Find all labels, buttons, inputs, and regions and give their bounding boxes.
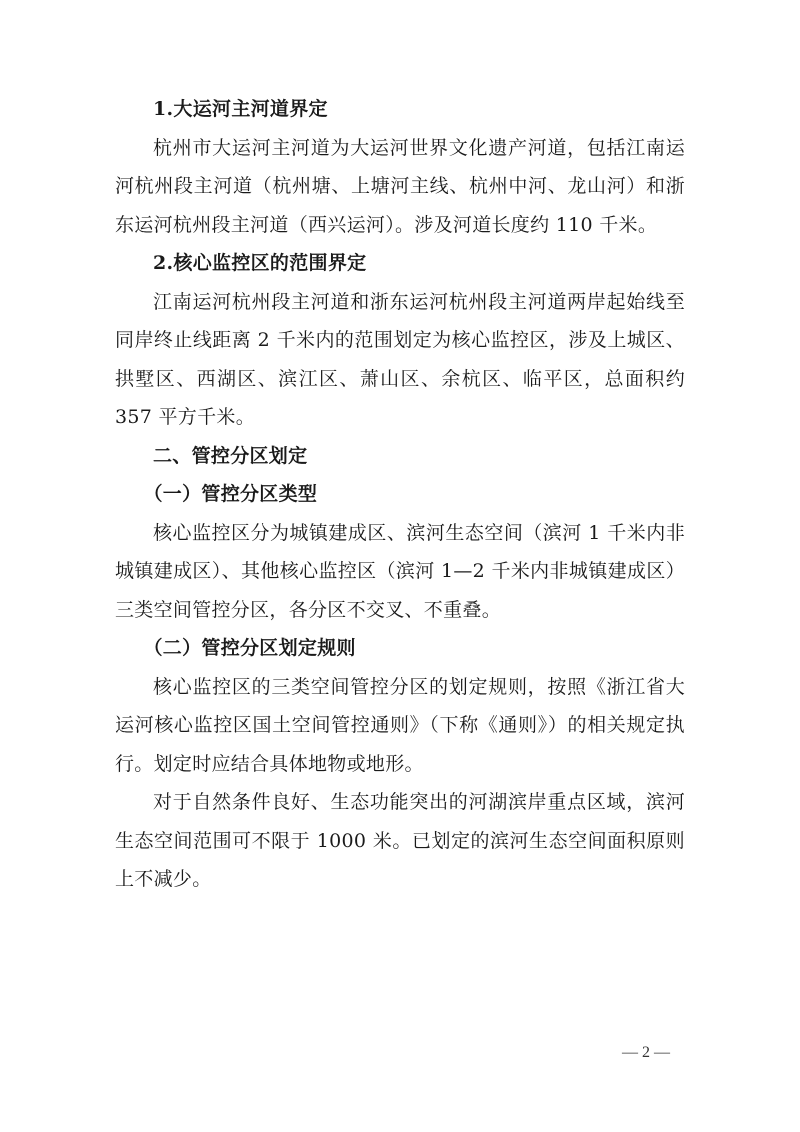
document-body <box>115 90 685 899</box>
paragraph-zoning-rules: 核心监控区的三类空间管控分区的划定规则，按照《浙江省大运河核心监控区国土空间管控通则》（下称《通则》）的相关规定执行。划定时应结合具体地物或地形。 <box>115 675 685 775</box>
heading-core-area: 2.核心监控区的范围界定 <box>153 252 367 274</box>
subheading-zoning-types: （一）管控分区类型 <box>143 483 318 505</box>
paragraph-core-area: 江南运河杭州段主河道和浙东运河杭州段主河道两岸起始线至同岸终止线距离 2 千米内的范围划定为核心监控区，涉及上城区、拱墅区、西湖区、滨江区、萧山区、余杭区、临平区，总面积约 357 平方千米。 <box>115 290 685 428</box>
subheading-zoning-rules: （二）管控分区划定规则 <box>143 637 356 659</box>
paragraph-zoning-types: 核心监控区分为城镇建成区、滨河生态空间（滨河 1 千米内非城镇建成区）、其他核心监控区（滨河 1—2 千米内非城镇建成区）三类空间管控分区，各分区不交叉、不重叠。 <box>115 521 685 621</box>
paragraph-ecological-space: 对于自然条件良好、生态功能突出的河湖滨岸重点区域，滨河生态空间范围可不限于 1000 米。已划定的滨河生态空间面积原则上不减少。 <box>115 791 685 890</box>
paragraph-main-channel: 杭州市大运河主河道为大运河世界文化遗产河道，包括江南运河杭州段主河道（杭州塘、上塘河主线、杭州中河、龙山河）和浙东运河杭州段主河道（西兴运河）。涉及河道长度约 110 千米。 <box>115 136 685 236</box>
heading-main-channel: 1.大运河主河道界定 <box>153 98 328 120</box>
page-number: — 2 — <box>622 1044 670 1061</box>
heading-zoning: 二、管控分区划定 <box>153 444 308 467</box>
